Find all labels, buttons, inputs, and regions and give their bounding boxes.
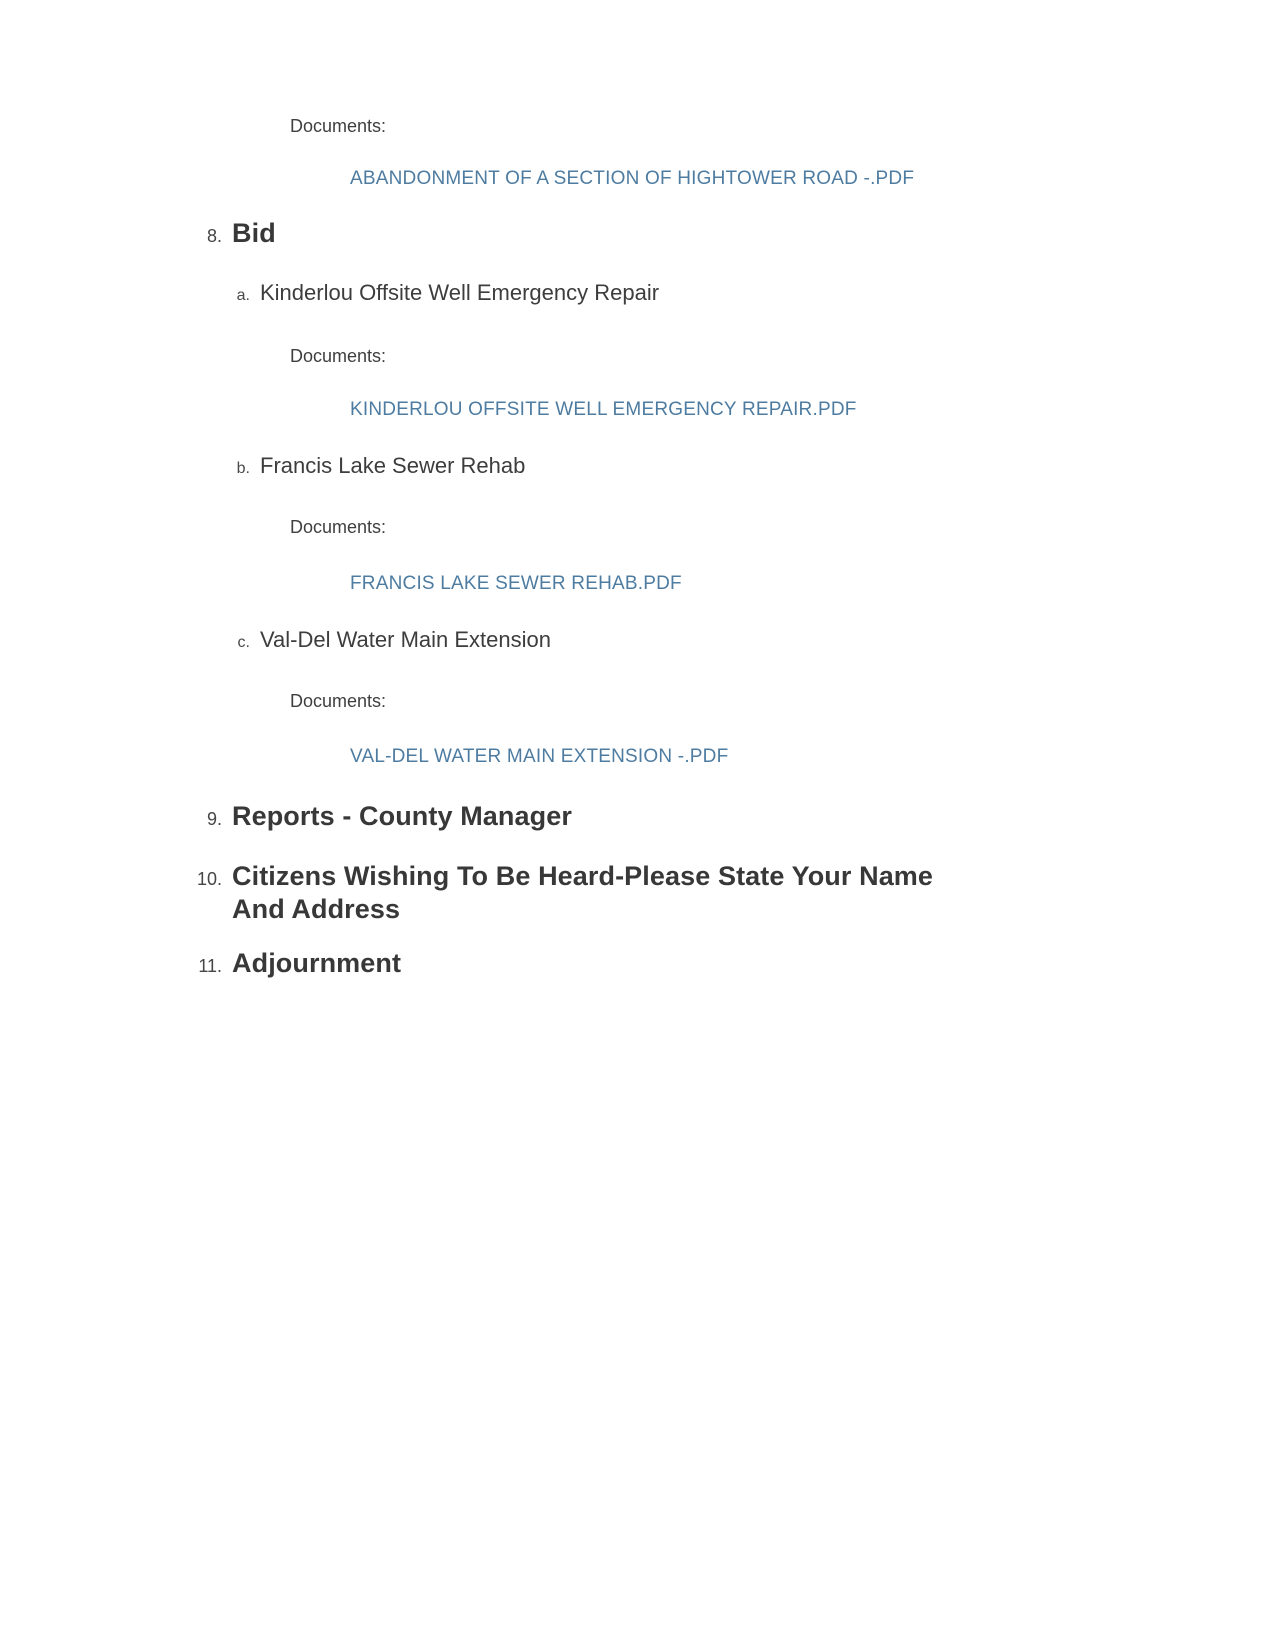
agenda-item-adjournment	[0, 947, 1275, 980]
subitem-title: Francis Lake Sewer Rehab	[260, 453, 526, 478]
document-link-row	[350, 168, 1275, 191]
document-link-francis-lake-sewer[interactable]: FRANCIS LAKE SEWER REHAB.PDF	[350, 573, 682, 594]
documents-label: Documents:	[290, 691, 387, 711]
document-link-val-del-water-main[interactable]: VAL-DEL WATER MAIN EXTENSION -.PDF	[350, 746, 729, 767]
documents-label: Documents:	[290, 517, 387, 537]
document-link-abandonment-hightower-road[interactable]: ABANDONMENT OF A SECTION OF HIGHTOWER ROAD -.PDF	[350, 168, 915, 189]
subitem-letter: c.	[237, 634, 250, 651]
documents-label: Documents:	[290, 346, 387, 366]
item-number: 8.	[206, 226, 222, 246]
agenda-subitem-francis-lake	[0, 453, 1275, 478]
documents-label: Documents:	[290, 116, 387, 136]
agenda-item-bid	[0, 217, 1275, 250]
item-number: 9.	[206, 809, 222, 829]
subitem-title: Val-Del Water Main Extension	[260, 627, 551, 652]
subitem-title: Kinderlou Offsite Well Emergency Repair	[260, 280, 660, 305]
document-link-row	[350, 746, 1275, 769]
item-title: Citizens Wishing To Be Heard-Please State Your Name And Address	[232, 861, 934, 924]
agenda-item-reports-county-manager	[0, 800, 1275, 833]
item-number: 11.	[198, 956, 222, 976]
item-title: Reports - County Manager	[232, 801, 572, 831]
agenda-subitem-val-del	[0, 627, 1275, 652]
agenda-item-citizens-wishing-to-be-heard	[0, 860, 1275, 926]
item-number: 10.	[196, 869, 222, 889]
subitem-letter: a.	[236, 287, 250, 304]
document-link-row	[350, 399, 1275, 422]
subitem-letter: b.	[236, 460, 250, 477]
item-title: Bid	[232, 218, 276, 248]
agenda-subitem-kinderlou	[0, 280, 1275, 305]
item-title: Adjournment	[232, 948, 402, 978]
document-link-row	[350, 573, 1275, 596]
document-link-kinderlou-offsite-well[interactable]: KINDERLOU OFFSITE WELL EMERGENCY REPAIR.PDF	[350, 399, 857, 420]
